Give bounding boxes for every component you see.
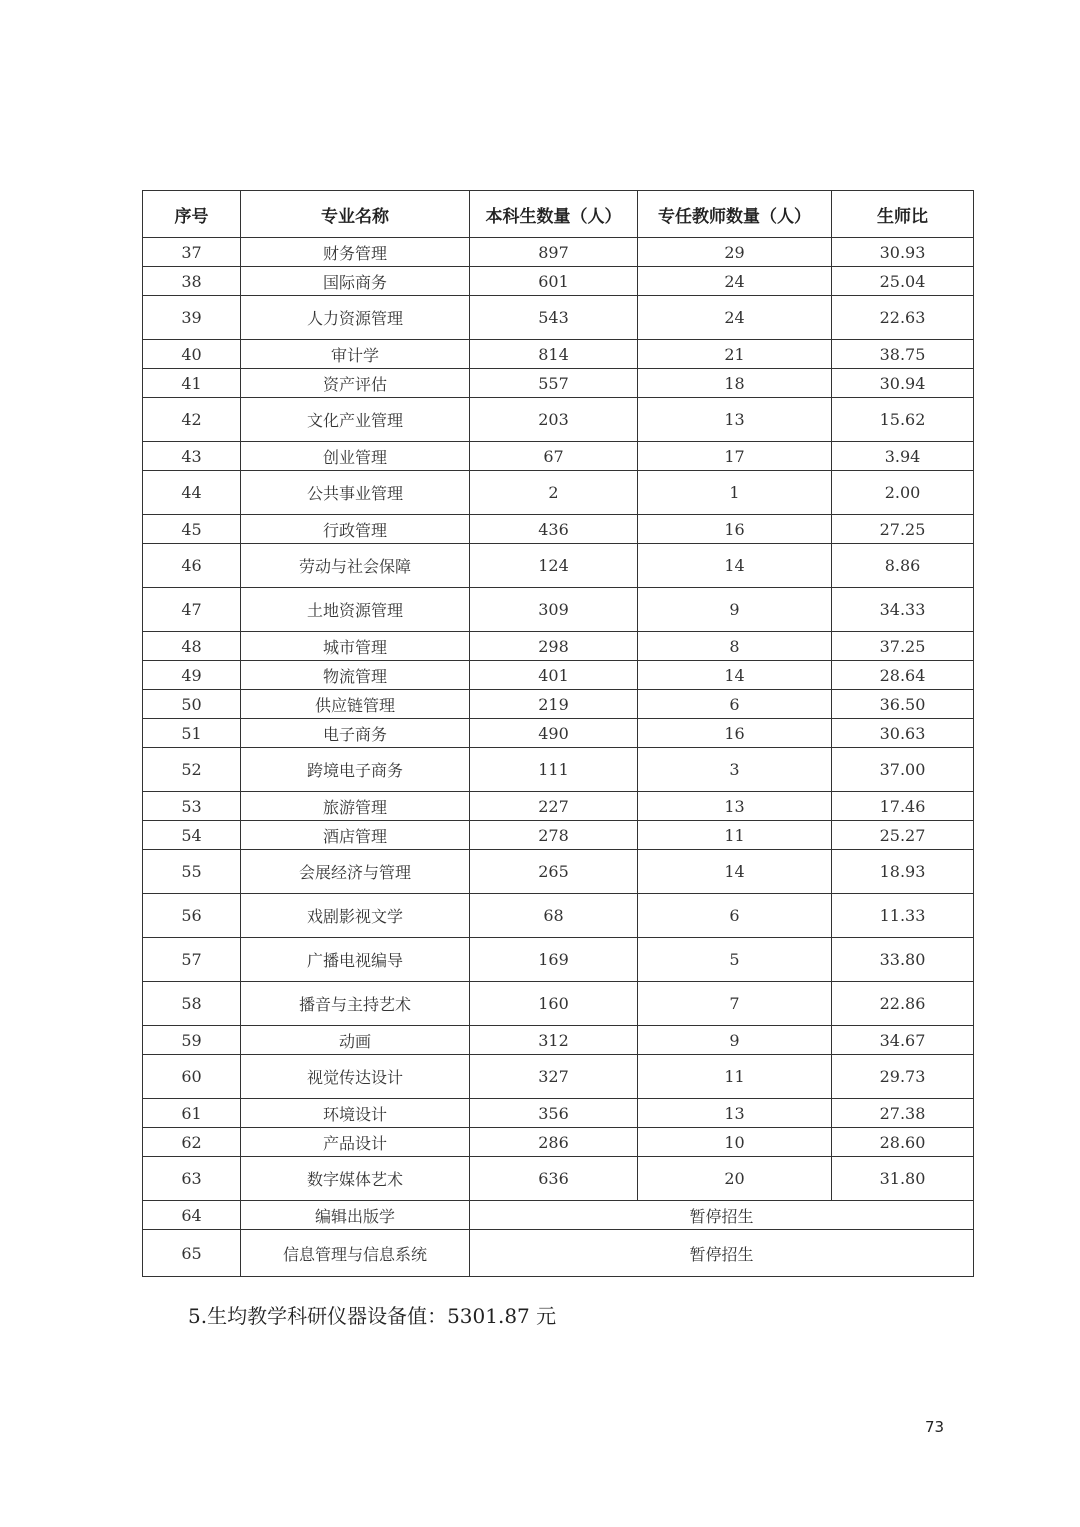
- cell-undergraduate-count: 265: [470, 850, 638, 894]
- table-row: [143, 894, 974, 938]
- cell-index: 42: [143, 398, 241, 442]
- cell-student-teacher-ratio: 15.62: [832, 398, 974, 442]
- table-row: [143, 1128, 974, 1157]
- cell-teacher-count: 11: [638, 821, 832, 850]
- cell-student-teacher-ratio: 37.25: [832, 632, 974, 661]
- cell-major-name: 资产评估: [241, 369, 470, 398]
- cell-major-name: 财务管理: [241, 238, 470, 267]
- table-row: [143, 544, 974, 588]
- cell-teacher-count: 9: [638, 1026, 832, 1055]
- page-number: 73: [925, 1418, 945, 1436]
- table-row: [143, 515, 974, 544]
- cell-undergraduate-count: 543: [470, 296, 638, 340]
- cell-major-name: 国际商务: [241, 267, 470, 296]
- cell-teacher-count: 1: [638, 471, 832, 515]
- cell-teacher-count: 29: [638, 238, 832, 267]
- table-row: [143, 1055, 974, 1099]
- table-row: [143, 1201, 974, 1230]
- cell-index: 51: [143, 719, 241, 748]
- cell-teacher-count: 24: [638, 267, 832, 296]
- table-row: [143, 632, 974, 661]
- cell-index: 52: [143, 748, 241, 792]
- cell-index: 43: [143, 442, 241, 471]
- cell-teacher-count: 13: [638, 1099, 832, 1128]
- table-row: [143, 1026, 974, 1055]
- cell-major-name: 播音与主持艺术: [241, 982, 470, 1026]
- cell-student-teacher-ratio: 36.50: [832, 690, 974, 719]
- table-row: [143, 1230, 974, 1277]
- cell-major-name: 动画: [241, 1026, 470, 1055]
- cell-major-name: 环境设计: [241, 1099, 470, 1128]
- cell-index: 65: [143, 1230, 241, 1277]
- cell-teacher-count: 14: [638, 850, 832, 894]
- cell-student-teacher-ratio: 22.63: [832, 296, 974, 340]
- table-body: [143, 238, 974, 1277]
- table-row: [143, 821, 974, 850]
- cell-undergraduate-count: 897: [470, 238, 638, 267]
- cell-student-teacher-ratio: 2.00: [832, 471, 974, 515]
- cell-student-teacher-ratio: 22.86: [832, 982, 974, 1026]
- cell-major-name: 信息管理与信息系统: [241, 1230, 470, 1277]
- cell-index: 55: [143, 850, 241, 894]
- cell-undergraduate-count: 490: [470, 719, 638, 748]
- cell-teacher-count: 8: [638, 632, 832, 661]
- cell-undergraduate-count: 227: [470, 792, 638, 821]
- cell-status-note: 暂停招生: [470, 1201, 974, 1230]
- cell-student-teacher-ratio: 3.94: [832, 442, 974, 471]
- cell-major-name: 城市管理: [241, 632, 470, 661]
- table-row: [143, 588, 974, 632]
- cell-index: 63: [143, 1157, 241, 1201]
- cell-undergraduate-count: 278: [470, 821, 638, 850]
- cell-major-name: 旅游管理: [241, 792, 470, 821]
- cell-undergraduate-count: 111: [470, 748, 638, 792]
- cell-index: 37: [143, 238, 241, 267]
- cell-index: 39: [143, 296, 241, 340]
- table-row: [143, 748, 974, 792]
- cell-major-name: 文化产业管理: [241, 398, 470, 442]
- cell-teacher-count: 24: [638, 296, 832, 340]
- table-row: [143, 982, 974, 1026]
- cell-teacher-count: 21: [638, 340, 832, 369]
- cell-undergraduate-count: 203: [470, 398, 638, 442]
- cell-teacher-count: 6: [638, 690, 832, 719]
- cell-index: 38: [143, 267, 241, 296]
- cell-major-name: 编辑出版学: [241, 1201, 470, 1230]
- table-row: [143, 296, 974, 340]
- cell-status-note: 暂停招生: [470, 1230, 974, 1277]
- cell-student-teacher-ratio: 30.93: [832, 238, 974, 267]
- cell-index: 50: [143, 690, 241, 719]
- cell-major-name: 跨境电子商务: [241, 748, 470, 792]
- cell-teacher-count: 9: [638, 588, 832, 632]
- cell-undergraduate-count: 169: [470, 938, 638, 982]
- cell-index: 53: [143, 792, 241, 821]
- cell-index: 58: [143, 982, 241, 1026]
- cell-student-teacher-ratio: 25.27: [832, 821, 974, 850]
- cell-student-teacher-ratio: 30.63: [832, 719, 974, 748]
- major-statistics-table: [142, 190, 974, 1277]
- table-row: [143, 442, 974, 471]
- cell-index: 57: [143, 938, 241, 982]
- header-index: 序号: [143, 191, 241, 238]
- cell-undergraduate-count: 356: [470, 1099, 638, 1128]
- cell-student-teacher-ratio: 28.64: [832, 661, 974, 690]
- cell-student-teacher-ratio: 18.93: [832, 850, 974, 894]
- table-row: [143, 792, 974, 821]
- cell-student-teacher-ratio: 30.94: [832, 369, 974, 398]
- cell-teacher-count: 14: [638, 661, 832, 690]
- cell-undergraduate-count: 436: [470, 515, 638, 544]
- cell-index: 61: [143, 1099, 241, 1128]
- cell-major-name: 劳动与社会保障: [241, 544, 470, 588]
- cell-major-name: 审计学: [241, 340, 470, 369]
- cell-index: 49: [143, 661, 241, 690]
- cell-student-teacher-ratio: 29.73: [832, 1055, 974, 1099]
- cell-index: 59: [143, 1026, 241, 1055]
- table-row: [143, 719, 974, 748]
- cell-major-name: 土地资源管理: [241, 588, 470, 632]
- cell-index: 47: [143, 588, 241, 632]
- cell-undergraduate-count: 601: [470, 267, 638, 296]
- cell-student-teacher-ratio: 11.33: [832, 894, 974, 938]
- cell-teacher-count: 13: [638, 398, 832, 442]
- cell-teacher-count: 20: [638, 1157, 832, 1201]
- cell-undergraduate-count: 309: [470, 588, 638, 632]
- cell-teacher-count: 3: [638, 748, 832, 792]
- cell-student-teacher-ratio: 31.80: [832, 1157, 974, 1201]
- cell-teacher-count: 7: [638, 982, 832, 1026]
- table-row: [143, 340, 974, 369]
- cell-student-teacher-ratio: 33.80: [832, 938, 974, 982]
- cell-undergraduate-count: 298: [470, 632, 638, 661]
- cell-major-name: 创业管理: [241, 442, 470, 471]
- cell-index: 48: [143, 632, 241, 661]
- table-row: [143, 369, 974, 398]
- cell-major-name: 电子商务: [241, 719, 470, 748]
- cell-teacher-count: 16: [638, 719, 832, 748]
- cell-index: 54: [143, 821, 241, 850]
- cell-student-teacher-ratio: 8.86: [832, 544, 974, 588]
- table-row: [143, 238, 974, 267]
- cell-undergraduate-count: 286: [470, 1128, 638, 1157]
- table-row: [143, 850, 974, 894]
- cell-teacher-count: 16: [638, 515, 832, 544]
- table-row: [143, 1099, 974, 1128]
- header-teacher-count: 专任教师数量（人）: [638, 191, 832, 238]
- cell-undergraduate-count: 557: [470, 369, 638, 398]
- cell-student-teacher-ratio: 27.38: [832, 1099, 974, 1128]
- cell-major-name: 产品设计: [241, 1128, 470, 1157]
- cell-major-name: 数字媒体艺术: [241, 1157, 470, 1201]
- cell-teacher-count: 10: [638, 1128, 832, 1157]
- cell-teacher-count: 11: [638, 1055, 832, 1099]
- table-header-row: [143, 191, 974, 238]
- cell-index: 56: [143, 894, 241, 938]
- table-row: [143, 938, 974, 982]
- cell-student-teacher-ratio: 17.46: [832, 792, 974, 821]
- cell-undergraduate-count: 160: [470, 982, 638, 1026]
- cell-major-name: 人力资源管理: [241, 296, 470, 340]
- cell-student-teacher-ratio: 34.67: [832, 1026, 974, 1055]
- cell-undergraduate-count: 124: [470, 544, 638, 588]
- cell-major-name: 公共事业管理: [241, 471, 470, 515]
- cell-teacher-count: 13: [638, 792, 832, 821]
- cell-index: 41: [143, 369, 241, 398]
- header-student-teacher-ratio: 生师比: [832, 191, 974, 238]
- cell-index: 62: [143, 1128, 241, 1157]
- cell-undergraduate-count: 327: [470, 1055, 638, 1099]
- cell-undergraduate-count: 401: [470, 661, 638, 690]
- cell-undergraduate-count: 219: [470, 690, 638, 719]
- cell-major-name: 戏剧影视文学: [241, 894, 470, 938]
- equipment-value-note: 5.生均教学科研仪器设备值：5301.87 元: [188, 1304, 557, 1328]
- cell-teacher-count: 18: [638, 369, 832, 398]
- table-row: [143, 398, 974, 442]
- cell-student-teacher-ratio: 25.04: [832, 267, 974, 296]
- cell-major-name: 视觉传达设计: [241, 1055, 470, 1099]
- cell-student-teacher-ratio: 37.00: [832, 748, 974, 792]
- cell-teacher-count: 14: [638, 544, 832, 588]
- cell-index: 40: [143, 340, 241, 369]
- cell-undergraduate-count: 636: [470, 1157, 638, 1201]
- cell-student-teacher-ratio: 28.60: [832, 1128, 974, 1157]
- table-row: [143, 471, 974, 515]
- cell-major-name: 物流管理: [241, 661, 470, 690]
- cell-major-name: 行政管理: [241, 515, 470, 544]
- cell-student-teacher-ratio: 38.75: [832, 340, 974, 369]
- cell-index: 64: [143, 1201, 241, 1230]
- cell-teacher-count: 17: [638, 442, 832, 471]
- cell-index: 45: [143, 515, 241, 544]
- cell-undergraduate-count: 814: [470, 340, 638, 369]
- cell-undergraduate-count: 2: [470, 471, 638, 515]
- cell-major-name: 广播电视编导: [241, 938, 470, 982]
- cell-undergraduate-count: 67: [470, 442, 638, 471]
- table-row: [143, 661, 974, 690]
- cell-major-name: 酒店管理: [241, 821, 470, 850]
- cell-major-name: 供应链管理: [241, 690, 470, 719]
- header-undergraduate-count: 本科生数量（人）: [470, 191, 638, 238]
- cell-student-teacher-ratio: 34.33: [832, 588, 974, 632]
- cell-undergraduate-count: 68: [470, 894, 638, 938]
- cell-index: 60: [143, 1055, 241, 1099]
- cell-undergraduate-count: 312: [470, 1026, 638, 1055]
- cell-index: 46: [143, 544, 241, 588]
- table-row: [143, 267, 974, 296]
- header-major-name: 专业名称: [241, 191, 470, 238]
- cell-teacher-count: 5: [638, 938, 832, 982]
- table-row: [143, 690, 974, 719]
- cell-student-teacher-ratio: 27.25: [832, 515, 974, 544]
- cell-index: 44: [143, 471, 241, 515]
- cell-teacher-count: 6: [638, 894, 832, 938]
- table-row: [143, 1157, 974, 1201]
- cell-major-name: 会展经济与管理: [241, 850, 470, 894]
